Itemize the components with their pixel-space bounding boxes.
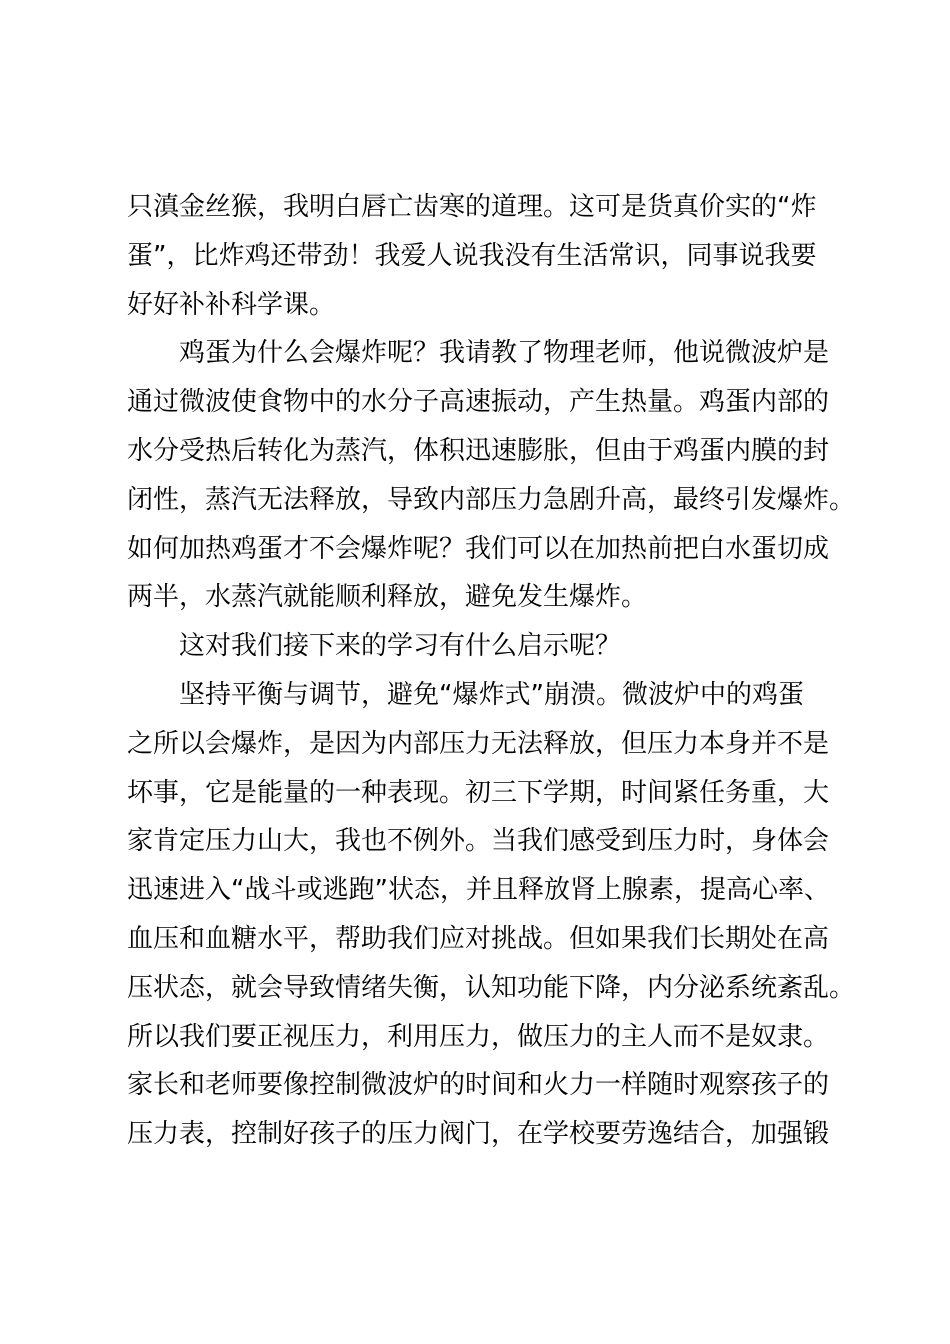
text-line: 血压和血糖水平，帮助我们应对挑战。但如果我们长期处在高 [127, 923, 830, 954]
paragraph-start-line: 鸡蛋为什么会爆炸呢？我请教了物理老师，他说微波炉是 [179, 338, 830, 369]
text-line: 家长和老师要像控制微波炉的时间和火力一样随时观察孩子的 [127, 1070, 830, 1101]
text-line: 如何加热鸡蛋才不会爆炸呢？我们可以在加热前把白水蛋切成 [127, 533, 830, 564]
text-line: 两半，水蒸汽就能顺利释放，避免发生爆炸。 [127, 582, 648, 613]
text-line: 家肯定压力山大，我也不例外。当我们感受到压力时，身体会 [127, 826, 830, 857]
text-line: 所以我们要正视压力，利用压力，做压力的主人而不是奴隶。 [127, 1021, 830, 1052]
text-line: 坏事，它是能量的一种表现。初三下学期，时间紧任务重，大 [127, 777, 830, 808]
text-line: 好好补补科学课。 [127, 289, 336, 320]
text-line: 通过微波使食物中的水分子高速振动，产生热量。鸡蛋内部的 [127, 387, 830, 418]
text-line: 迅速进入“战斗或逃跑”状态，并且释放肾上腺素，提高心率、 [127, 875, 830, 906]
text-line: 只滇金丝猴，我明白唇亡齿寒的道理。这可是货真价实的“炸 [127, 192, 817, 222]
text-line: 压力表，控制好孩子的压力阀门，在学校要劳逸结合，加强锻 [127, 1119, 830, 1150]
body-text [127, 183, 856, 1159]
text-line: 压状态，就会导致情绪失衡，认知功能下降，内分泌系统紊乱。 [127, 972, 856, 1003]
paragraph-start-line: 坚持平衡与调节，避免“爆炸式”崩溃。微波炉中的鸡蛋 [179, 679, 804, 710]
text-line: 闭性，蒸汽无法释放，导致内部压力急剧升高，最终引发爆炸。 [127, 484, 856, 515]
text-line: 之所以会爆炸，是因为内部压力无法释放，但压力本身并不是 [127, 728, 830, 759]
text-line: 水分受热后转化为蒸汽，体积迅速膨胀，但由于鸡蛋内膜的封 [127, 435, 830, 466]
text-line: 蛋”，比炸鸡还带劲！我爱人说我没有生活常识，同事说我要 [127, 240, 817, 271]
paragraph-start-line: 这对我们接下来的学习有什么启示呢？ [179, 631, 622, 662]
